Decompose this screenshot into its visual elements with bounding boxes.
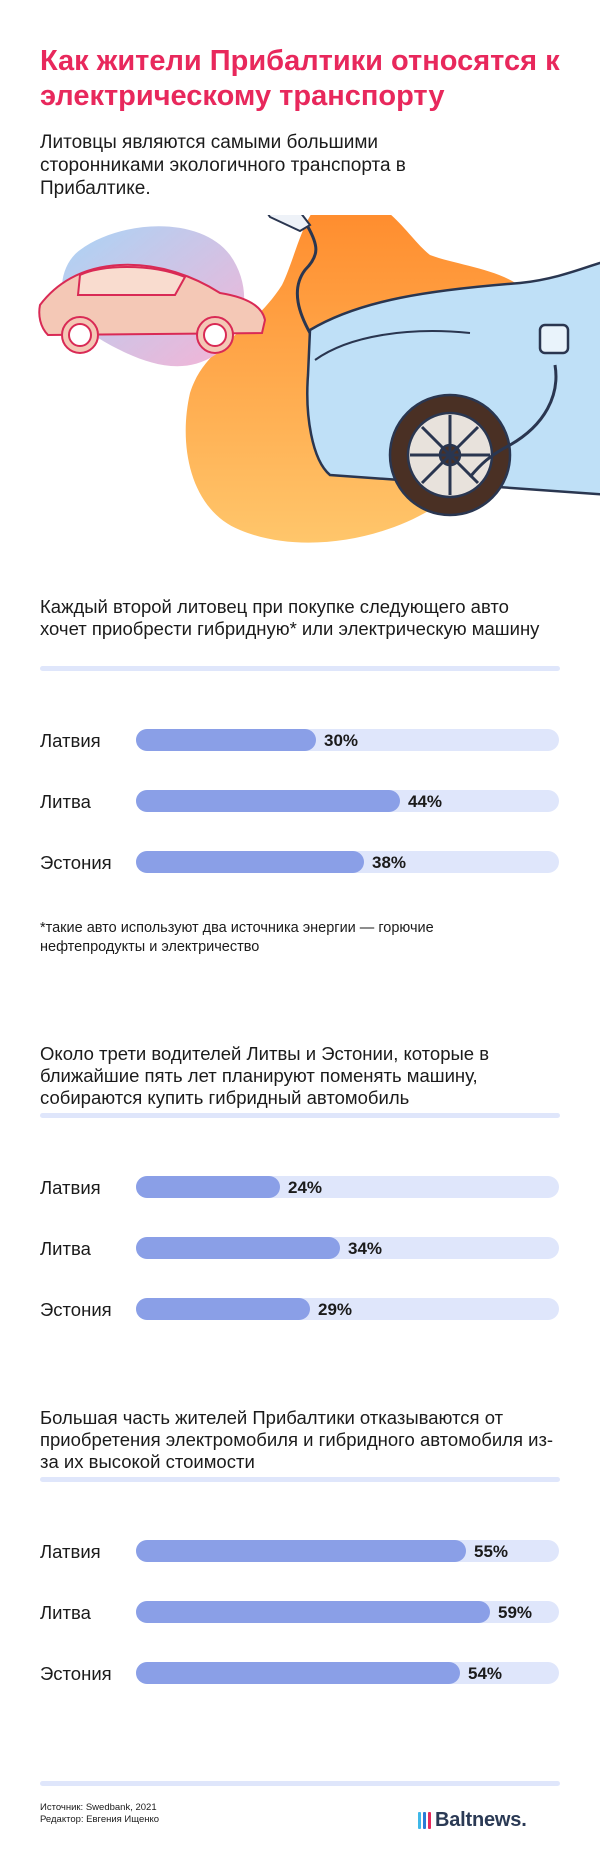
bar-row-latvia xyxy=(40,1176,560,1200)
value-label: 34% xyxy=(348,1239,383,1258)
bar xyxy=(136,1540,466,1562)
category-label: Литва xyxy=(40,1238,91,1259)
chart-divider xyxy=(40,1477,560,1482)
bar xyxy=(136,790,400,812)
bar-track xyxy=(136,1601,559,1623)
chart-title: Большая часть жителей Прибалтики отказываются от приобретения электромобиля и гибридного автомобиля из-за их высокой стоимости xyxy=(40,1407,554,1472)
logo-bar xyxy=(418,1812,421,1829)
bar xyxy=(136,729,316,751)
value-label: 55% xyxy=(474,1542,509,1561)
chart-title: Около трети водителей Литвы и Эстонии, которые в ближайшие пять лет планируют поменять машину, собираются купить гибридный автомобиль xyxy=(40,1043,490,1108)
chart-high-cost-refusal xyxy=(40,1407,560,1684)
editor-text: Редактор: Евгения Ищенко xyxy=(40,1814,160,1825)
value-label: 54% xyxy=(468,1664,503,1683)
bar xyxy=(136,1176,280,1198)
car-charging-illustration xyxy=(0,215,600,565)
bar xyxy=(136,1237,340,1259)
value-label: 59% xyxy=(498,1603,533,1622)
bar-track xyxy=(136,1176,559,1198)
bar xyxy=(136,851,364,873)
logo-text: Baltnews. xyxy=(435,1808,527,1831)
bar-track xyxy=(136,851,559,873)
category-label: Эстония xyxy=(40,1299,112,1320)
bar xyxy=(136,1662,460,1684)
source-credits xyxy=(40,1802,159,1826)
value-label: 24% xyxy=(288,1178,323,1197)
category-label: Литва xyxy=(40,791,91,812)
bar xyxy=(136,1601,490,1623)
chart-title: Каждый второй литовец при покупке следующего авто хочет приобрести гибридную* или электрическую машину xyxy=(40,596,540,639)
footnote: *такие авто используют два источника энергии — горючие нефтепродукты и электричество xyxy=(40,920,434,955)
value-label: 30% xyxy=(324,731,359,750)
bar-row-estonia xyxy=(40,851,560,875)
value-label: 29% xyxy=(318,1300,353,1319)
chart-divider xyxy=(40,1113,560,1118)
bar-row-lithuania xyxy=(40,1601,560,1625)
chart-hybrid-purchase-plans xyxy=(40,1043,560,1320)
intro-text: Литовцы являются самыми большими сторонниками экологичного транспорта в Прибалтике. xyxy=(40,132,406,199)
category-label: Латвия xyxy=(40,1177,101,1198)
category-label: Литва xyxy=(40,1602,91,1623)
bar-row-lithuania xyxy=(40,790,560,814)
baltnews-logo xyxy=(418,1808,527,1832)
bar-track xyxy=(136,790,559,812)
bar-row-estonia xyxy=(40,1662,560,1686)
value-label: 38% xyxy=(372,853,407,872)
category-label: Эстония xyxy=(40,1663,112,1684)
bar-row-lithuania xyxy=(40,1237,560,1261)
category-label: Эстония xyxy=(40,852,112,873)
logo-bar xyxy=(428,1812,431,1829)
value-label: 44% xyxy=(408,792,443,811)
source-text: Источник: Swedbank, 2021 xyxy=(40,1802,157,1813)
footer-divider xyxy=(40,1781,560,1786)
logo-bar xyxy=(423,1812,426,1829)
chart-hybrid-or-electric xyxy=(40,596,560,873)
category-label: Латвия xyxy=(40,1541,101,1562)
logo-bars-icon xyxy=(418,1812,431,1829)
bar-row-latvia xyxy=(40,729,560,753)
bar-row-estonia xyxy=(40,1298,560,1322)
bar xyxy=(136,1298,310,1320)
category-label: Латвия xyxy=(40,730,101,751)
page-title: Как жители Прибалтики относятся к электрическому транспорту xyxy=(40,45,560,112)
chart-divider xyxy=(40,666,560,671)
bar-row-latvia xyxy=(40,1540,560,1564)
